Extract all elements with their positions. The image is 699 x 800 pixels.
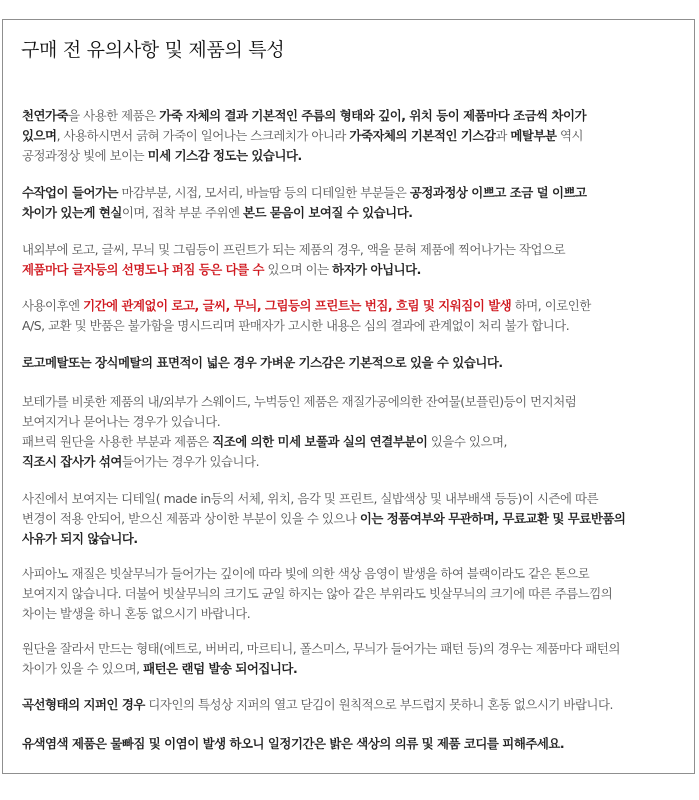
notice-paragraph [22,695,682,715]
body-text: 사용이후엔 [22,298,84,313]
body-text: 을 사용한 제품은 [68,108,160,123]
body-text: 보여지거나 묻어나는 경우가 있습니다. [22,414,221,429]
page-title: 구매 전 유의사항 및 제품의 특성 [21,39,285,61]
notice-paragraph [22,183,682,223]
emphasis-text: 로고메탈또는 장식메탈의 표면적이 넓은 경우 가벼운 기스감은 기본적으로 있을 수 있습니다. [22,355,503,370]
notice-line [22,695,682,715]
emphasis-text: 천연가죽 [22,108,69,123]
notice-line [22,584,682,604]
notice-line [22,509,682,529]
body-text: 있으며 이는 [264,262,333,277]
notice-line [22,353,682,373]
emphasis-text: 유색염색 제품은 물빠짐 및 이염이 발생 하오니 일정기간은 밝은 색상의 의류 및 제품 코디를 피해주세요. [22,736,565,751]
notice-line [22,489,682,509]
notice-line [22,639,682,659]
body-text: 이며, 접착 부분 주위엔 [121,205,244,220]
body-text: , 사용하시면서 긁혀 가죽이 일어나는 스크레치가 아니라 [56,128,350,143]
notice-line [22,260,682,280]
emphasis-text: 패턴은 랜덤 발송 되어집니다. [143,661,298,676]
emphasis-text: 있으며 [22,128,57,143]
emphasis-text: 사유가 되지 않습니다. [22,531,138,546]
notice-line [22,106,682,126]
emphasis-text: 미세 기스감 정도는 있습니다. [147,148,302,163]
notice-line [22,412,682,432]
notice-paragraph [22,639,682,679]
notice-line [22,564,682,584]
notice-paragraph [22,106,682,166]
body-text: 보여지지 않습니다. 더불어 빗살무늬의 크기도 균일 하지는 않아 같은 부위라도 빗살무늬의 크기에 따른 주름느낌의 [22,586,613,601]
emphasis-text: 가죽 자체의 결과 기본적인 주름의 형태와 깊이, 위치 등이 제품마다 조금씩 차이가 [159,108,587,123]
notice-line [22,126,682,146]
notice-paragraph [22,296,682,336]
emphasis-text: 차이가 있는게 현실 [22,205,122,220]
body-text: 역시 [556,128,584,143]
body-text: A/S, 교환 및 반품은 불가함을 명시드리며 판매자가 고시한 내용은 심의 결과에 관계없이 처리 불가 합니다. [22,318,570,333]
notice-line [22,183,682,203]
body-text: 차이가 있을 수 있으며, [22,661,144,676]
body-text: 하며, 이로인한 [511,298,591,313]
body-text: 들어가는 경우가 있습니다. [121,454,260,469]
body-text: 디자인의 특성상 지퍼의 열고 닫김이 원칙적으로 부드럽지 못하니 혼동 없으시기 바랍니다. [144,697,614,712]
notice-paragraph [22,564,682,624]
emphasis-text: 수작업이 들어가는 [22,185,119,200]
emphasis-text: 곡선형태의 지퍼인 경우 [22,697,145,712]
emphasis-text: 직조에 의한 미세 보풀과 실의 연결부분이 [212,434,428,449]
notice-line [22,734,682,754]
notice-line [22,432,682,452]
body-text: 사진에서 보여지는 디테일( made in등의 서체, 위치, 음각 및 프린트, 실밥색상 및 내부배색 등등)이 시즌에 따른 [22,491,599,506]
notice-paragraph [22,489,682,549]
notice-paragraph [22,734,682,754]
emphasis-text: 하자가 아닙니다. [332,262,421,277]
body-text: 보테가를 비롯한 제품의 내/외부가 스웨이드, 누벅등인 제품은 재질가공에의한 잔여물(보플린)등이 먼지처럼 [22,394,577,409]
notice-line [22,392,682,412]
emphasis-text: 본드 묻음이 보여질 수 있습니다. [243,205,413,220]
body-text: 사피아노 재질은 빗살무늬가 들어가는 깊이에 따라 빛에 의한 색상 음영이 발생을 하여 블랙이라도 같은 톤으로 [22,566,590,581]
notice-line [22,203,682,223]
body-text: 공정과정상 빛에 보이는 [22,148,148,163]
notice-paragraph [22,353,682,373]
notice-line [22,659,682,679]
emphasis-text: 직조시 잡사가 섞여 [22,454,122,469]
body-text: 내외부에 로고, 글씨, 무늬 및 그림등이 프린트가 되는 제품의 경우, 액을 묻혀 제품에 찍어나가는 작업으로 [22,242,566,257]
notice-line [22,240,682,260]
notice-line [22,316,682,336]
emphasis-text: 가죽자체의 기본적인 기스감 [349,128,496,143]
body-text: 과 [495,128,511,143]
body-text: 있을수 있으며, [427,434,507,449]
notice-line [22,146,682,166]
body-text: 원단을 잘라서 만드는 형태(에트로, 버버리, 마르티니, 폴스미스, 무늬가 들어가는 패턴 등)의 경우는 제품마다 패턴의 [22,641,620,656]
notice-paragraph [22,240,682,280]
body-text: 패브릭 원단을 사용한 부분과 제품은 [22,434,213,449]
notice-line [22,604,682,624]
notice-line [22,452,682,472]
notice-paragraph [22,392,682,472]
body-text: 차이는 발생을 하니 혼동 없으시기 바랍니다. [22,606,251,621]
warning-text: 제품마다 글자등의 선명도나 퍼짐 등은 다를 수 [22,262,265,277]
emphasis-text: 이는 정품여부와 무관하며, 무료교환 및 무료반품의 [359,511,626,526]
warning-text: 기간에 관계없이 로고, 글씨, 무늬, 그림등의 프린트는 번짐, 흐림 및 지워짐이 발생 [83,298,512,313]
emphasis-text: 공정과정상 이쁘고 조금 덜 이쁘고 [409,185,587,200]
notice-line [22,296,682,316]
notice-line [22,529,682,549]
emphasis-text: 메탈부분 [510,128,557,143]
body-text: 변경이 적용 안되어, 받으신 제품과 상이한 부분이 있을 수 있으나 [22,511,360,526]
body-text: 마감부분, 시접, 모서리, 바늘땀 등의 디테일한 부분들은 [118,185,410,200]
